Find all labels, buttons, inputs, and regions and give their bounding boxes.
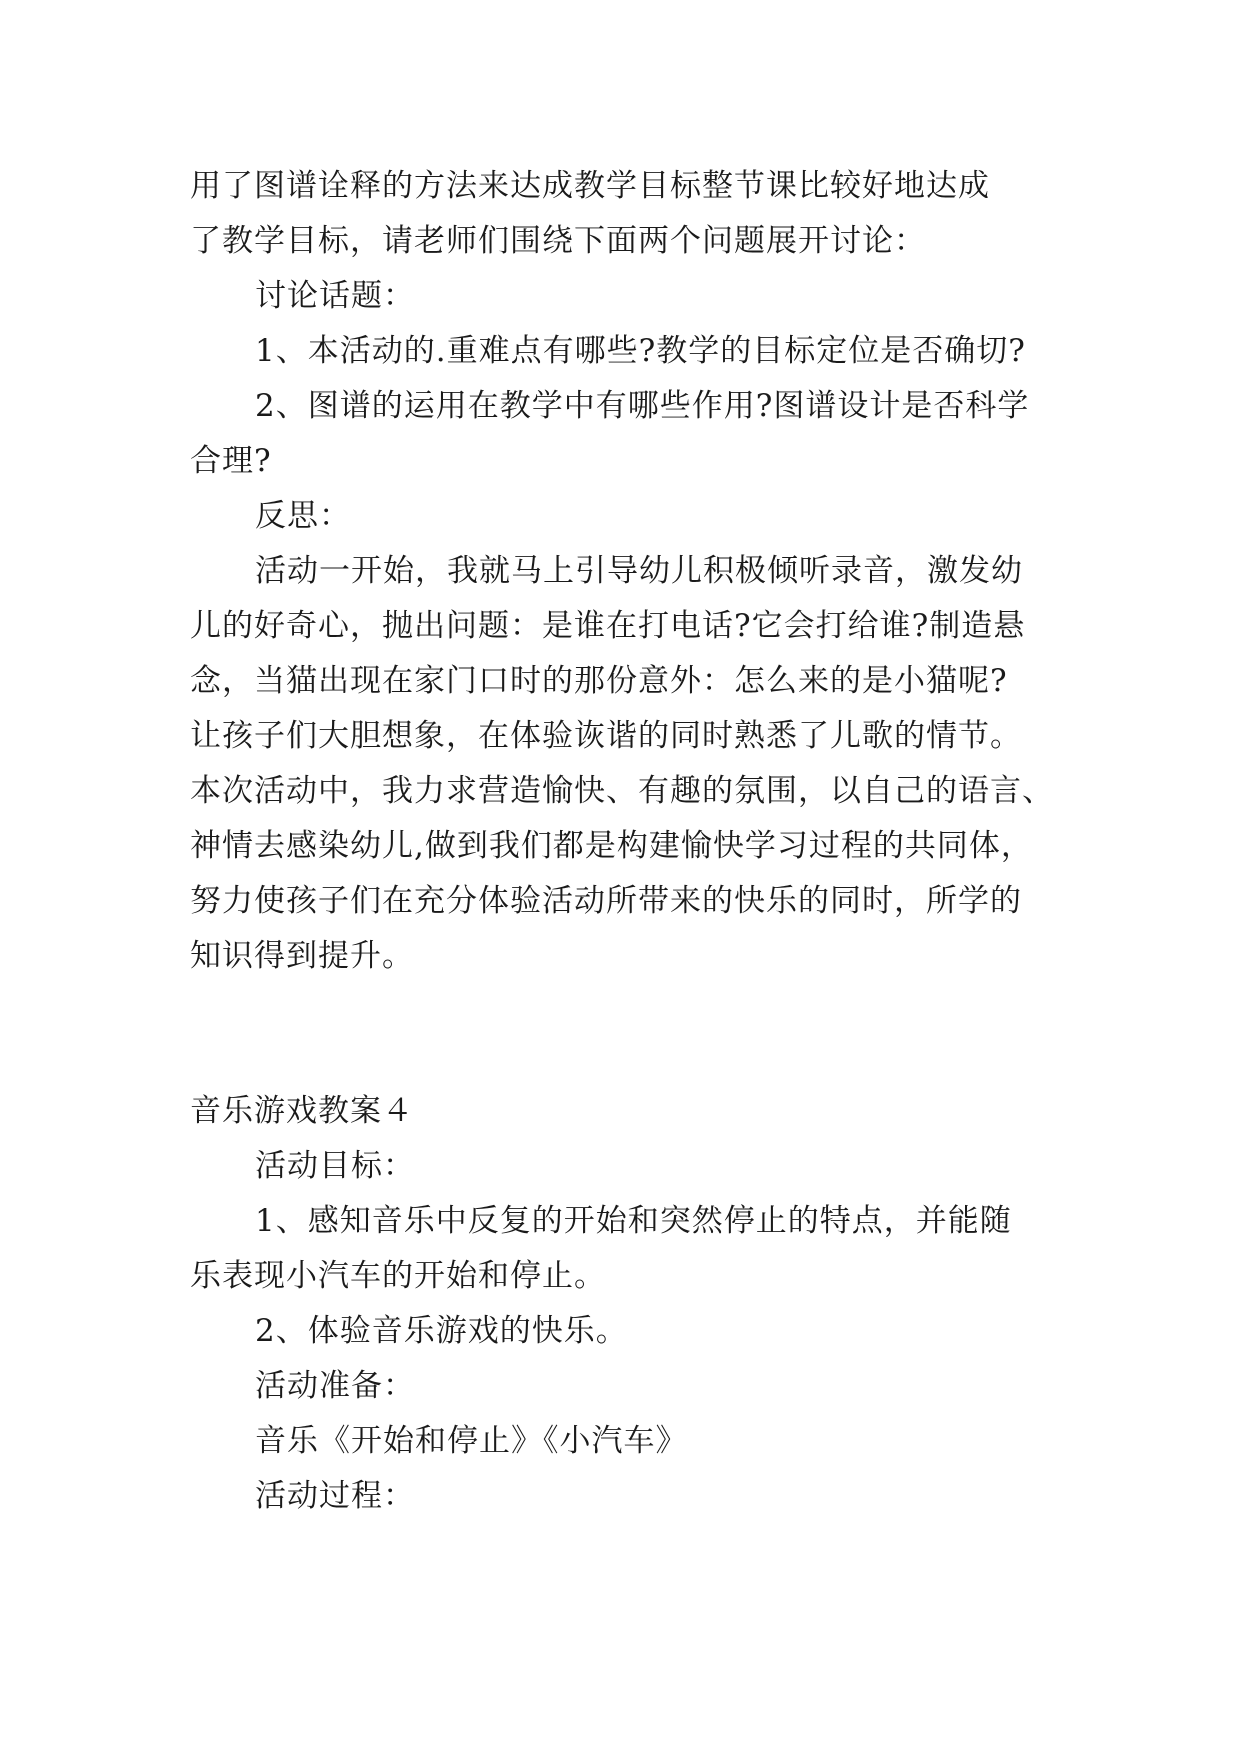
paragraph-line: 努力使孩子们在充分体验活动所带来的快乐的同时，所学的	[190, 883, 1022, 919]
paragraph-line: 用了图谱诠释的方法来达成教学目标整节课比较好地达成	[190, 168, 990, 204]
paragraph-line: 知识得到提升。	[190, 938, 414, 974]
paragraph-line: 合理?	[190, 443, 272, 479]
paragraph-line: 音乐《开始和停止》《小汽车》	[255, 1423, 688, 1459]
paragraph-line: 了教学目标，请老师们围绕下面两个问题展开讨论：	[190, 223, 926, 259]
list-item: 1、本活动的.重难点有哪些?教学的目标定位是否确切?	[255, 333, 1026, 369]
section-heading: 讨论话题：	[255, 278, 415, 314]
paragraph-line: 儿的好奇心，抛出问题：是谁在打电话?它会打给谁?制造悬	[190, 608, 1026, 644]
list-item: 2、图谱的运用在教学中有哪些作用?图谱设计是否科学	[255, 388, 1030, 424]
paragraph-line: 活动一开始，我就马上引导幼儿积极倾听录音，激发幼	[255, 553, 1023, 589]
section-heading: 活动准备：	[255, 1368, 415, 1404]
paragraph-line: 本次活动中，我力求营造愉快、有趣的氛围，以自己的语言、	[190, 773, 1054, 809]
paragraph-line: 神情去感染幼儿,做到我们都是构建愉快学习过程的共同体，	[190, 828, 1033, 864]
paragraph-line: 让孩子们大胆想象，在体验诙谐的同时熟悉了儿歌的情节。	[190, 718, 1022, 754]
section-heading: 活动过程：	[255, 1478, 415, 1514]
paragraph-line: 念，当猫出现在家门口时的那份意外：怎么来的是小猫呢?	[190, 663, 1008, 699]
section-heading: 反思：	[255, 498, 351, 534]
list-item: 1、感知音乐中反复的开始和突然停止的特点，并能随	[255, 1203, 1012, 1239]
page-title: 音乐游戏教案４	[190, 1093, 414, 1129]
paragraph-line: 乐表现小汽车的开始和停止。	[190, 1258, 606, 1294]
list-item: 2、体验音乐游戏的快乐。	[255, 1313, 628, 1349]
section-heading: 活动目标：	[255, 1148, 415, 1184]
